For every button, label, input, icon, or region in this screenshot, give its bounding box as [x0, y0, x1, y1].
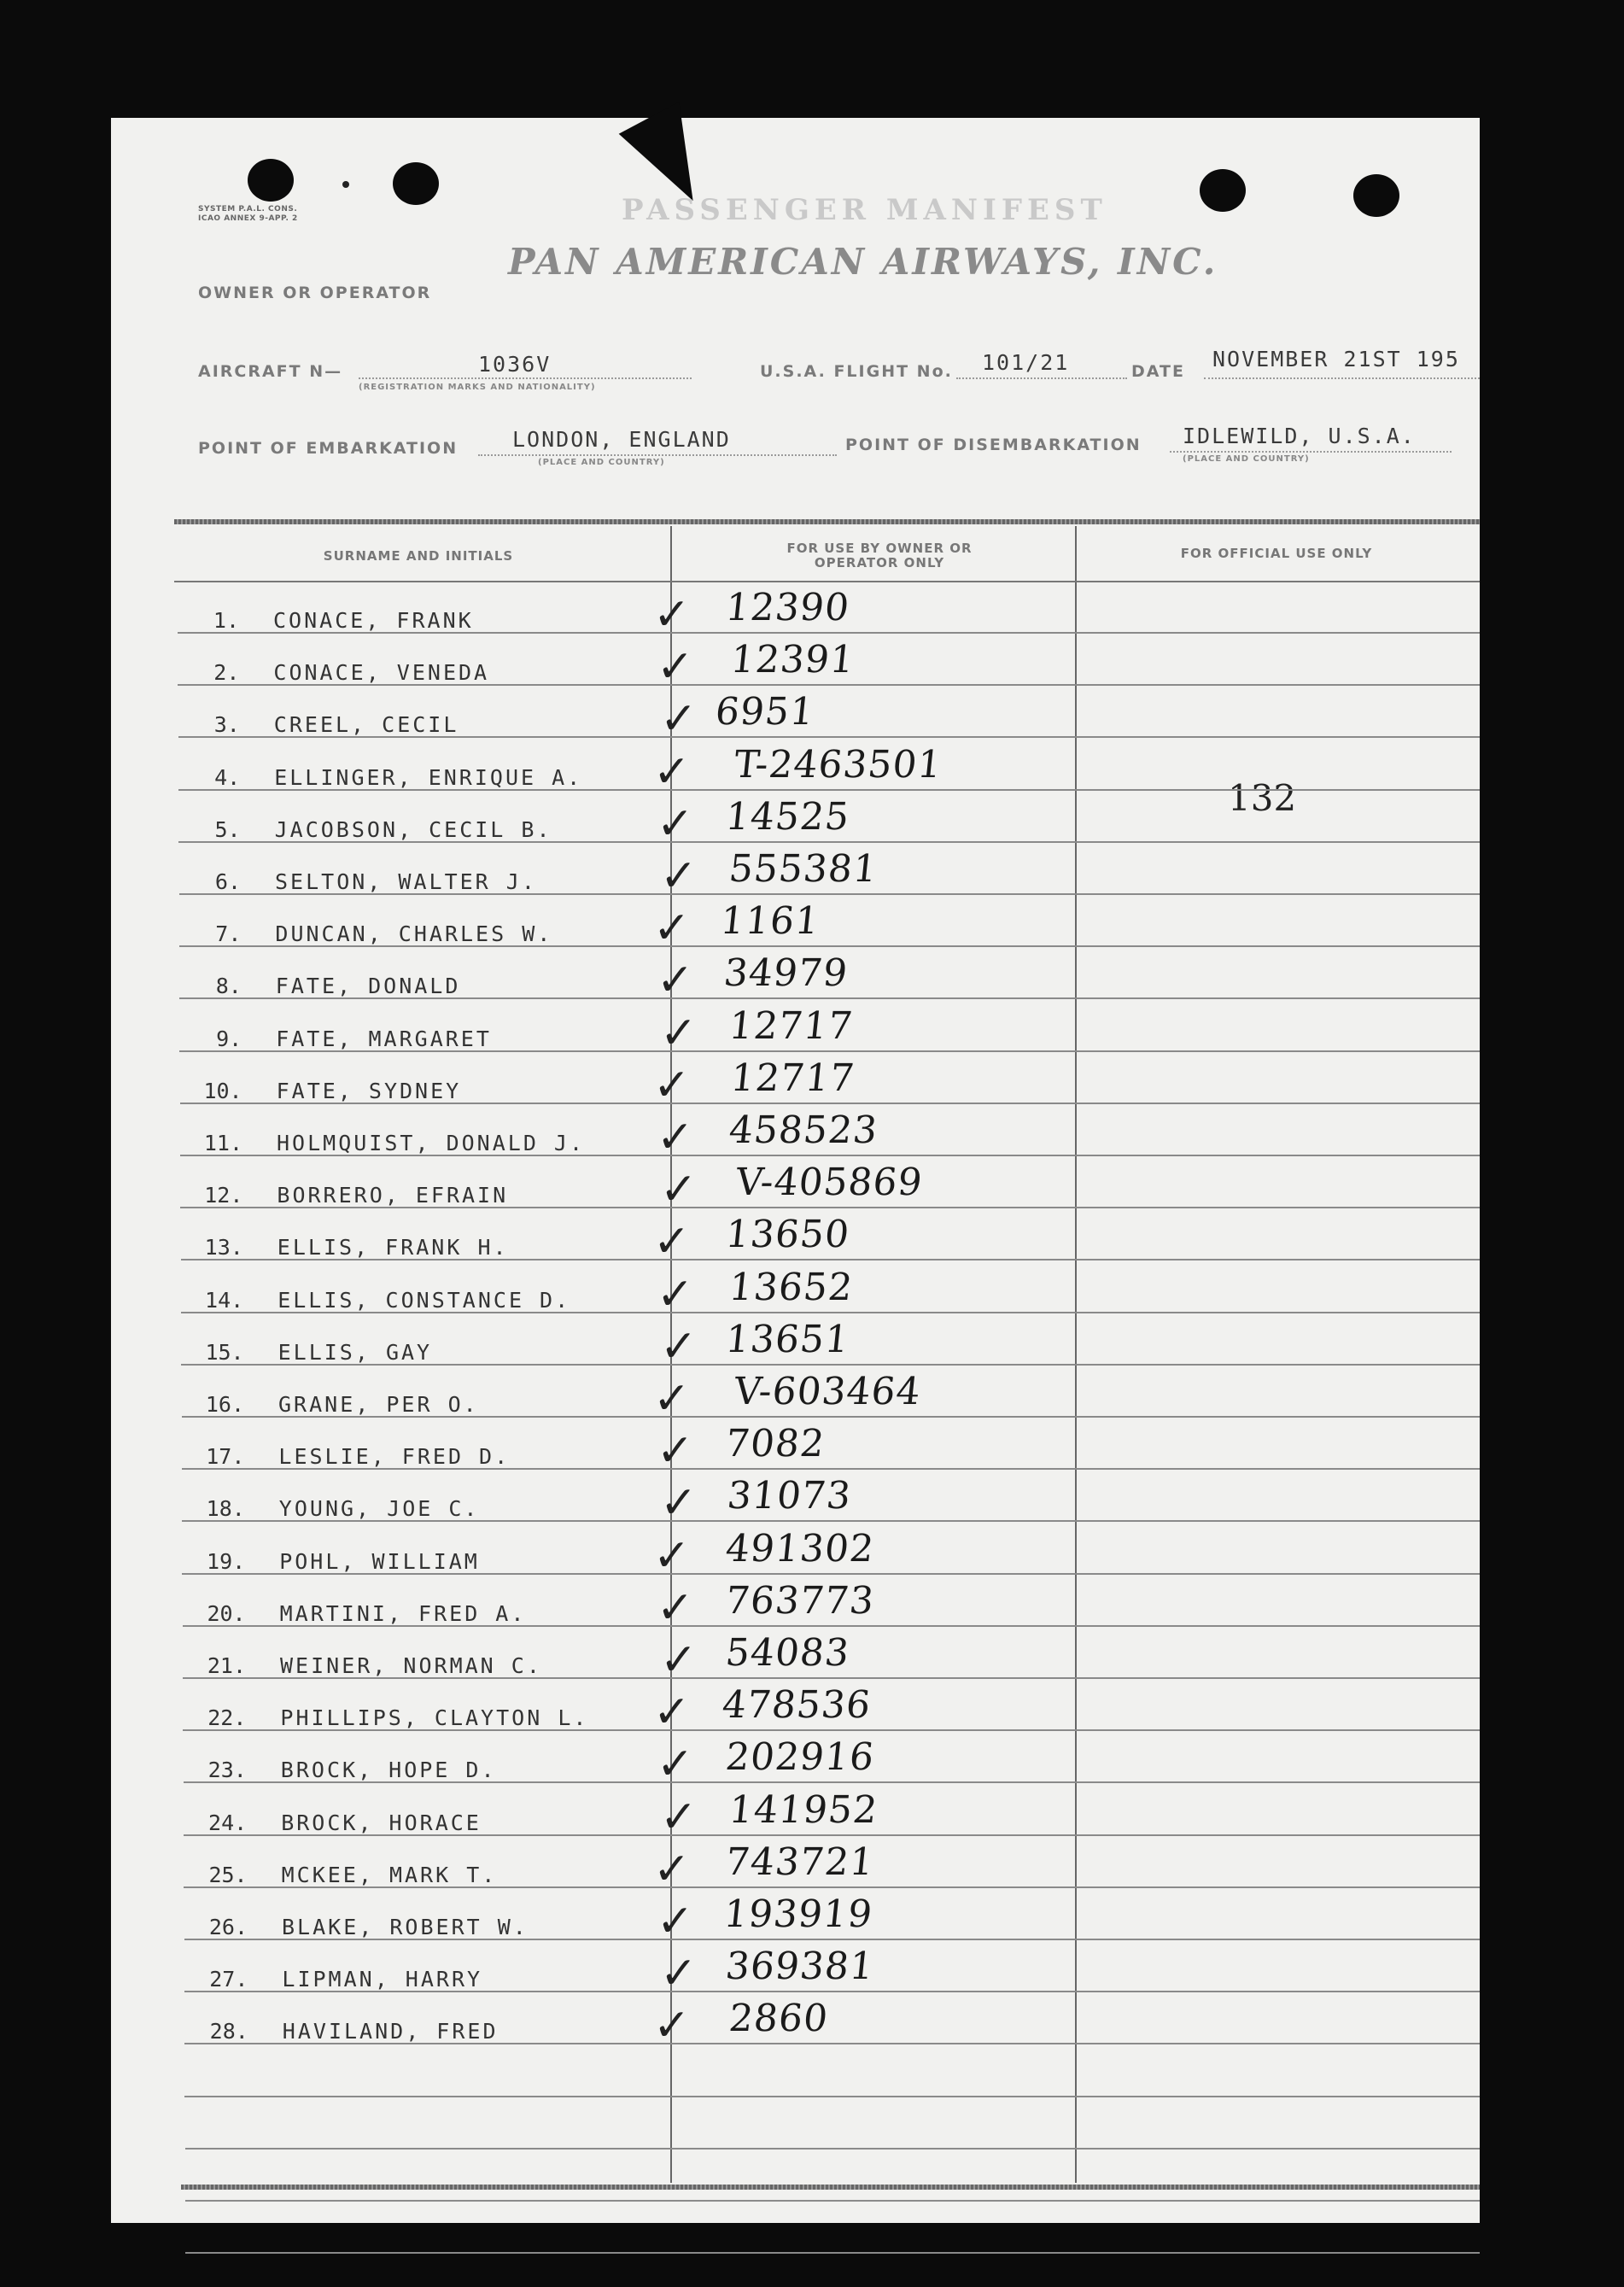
column-header-official: FOR OFFICIAL USE ONLY — [1180, 546, 1373, 561]
check-mark-icon: ✓ — [660, 1791, 698, 1843]
passenger-name: BROCK, HORACE — [281, 1810, 482, 1835]
handwritten-code: 1161 — [718, 899, 822, 944]
form-code-line-2: ICAO ANNEX 9-APP. 2 — [198, 214, 298, 223]
date-line — [1204, 377, 1480, 379]
handwritten-code: T-2463501 — [732, 742, 945, 787]
row-line — [185, 2252, 1480, 2254]
check-mark-icon: ✓ — [653, 1687, 691, 1739]
handwritten-code: V-405869 — [733, 1161, 926, 1205]
table-bottom-rule — [181, 2185, 1480, 2190]
check-mark-icon: ✓ — [653, 1843, 691, 1895]
form-code — [198, 205, 298, 224]
handwritten-code: 12717 — [727, 1003, 856, 1048]
handwritten-code: 141952 — [727, 1787, 880, 1832]
row-number: 4. — [214, 764, 241, 790]
passenger-name: ELLIS, FRANK H. — [277, 1235, 509, 1260]
embarkation-label: POINT OF EMBARKATION — [198, 439, 459, 458]
passenger-name: BROCK, HOPE D. — [280, 1758, 497, 1783]
passenger-name: ELLINGER, ENRIQUE A. — [274, 764, 583, 790]
row-number: 10. — [203, 1078, 242, 1103]
check-mark-icon: ✓ — [660, 1320, 698, 1372]
row-number: 13. — [204, 1235, 243, 1260]
row-number: 6. — [214, 869, 241, 894]
passenger-name: JACOBSON, CECIL B. — [274, 816, 552, 842]
check-mark-icon: ✓ — [657, 798, 694, 850]
row-line — [184, 2096, 1480, 2097]
row-line — [185, 2200, 1480, 2202]
handwritten-code: 12391 — [728, 638, 857, 682]
passenger-name: SELTON, WALTER J. — [275, 869, 537, 894]
row-number: 14. — [205, 1287, 244, 1313]
row-number: 7. — [215, 921, 242, 947]
handwritten-code: 193919 — [721, 1892, 875, 1936]
row-number: 19. — [207, 1548, 246, 1574]
handwritten-code: 2860 — [727, 1997, 831, 2041]
disembarkation-value: IDLEWILD, U.S.A. — [1183, 424, 1416, 448]
company-name: PAN AMERICAN AIRWAYS, INC. — [508, 241, 1218, 283]
passenger-name: YOUNG, JOE C. — [278, 1496, 480, 1522]
check-mark-icon: ✓ — [657, 1425, 694, 1477]
aircraft-value: 1036V — [478, 352, 552, 377]
aircraft-note: (REGISTRATION MARKS AND NATIONALITY) — [359, 383, 596, 392]
check-mark-icon: ✓ — [653, 1373, 691, 1424]
passenger-name: CONACE, VENEDA — [273, 660, 490, 686]
passenger-name: POHL, WILLIAM — [279, 1548, 480, 1574]
check-mark-icon: ✓ — [653, 589, 691, 640]
handwritten-code: 13652 — [727, 1265, 856, 1309]
check-mark-icon: ✓ — [660, 1007, 698, 1059]
row-number: 9. — [216, 1026, 242, 1051]
check-mark-icon: ✓ — [660, 1164, 698, 1216]
aircraft-line — [359, 377, 692, 379]
embarkation-line — [478, 454, 837, 456]
check-mark-icon: ✓ — [657, 641, 694, 693]
check-mark-icon: ✓ — [657, 1268, 694, 1320]
disembarkation-label: POINT OF DISEMBARKATION — [845, 436, 1142, 454]
date-value: NOVEMBER 21ST 195 — [1212, 347, 1460, 371]
passenger-name: LESLIE, FRED D. — [278, 1444, 511, 1470]
passenger-name: FATE, MARGARET — [276, 1026, 492, 1051]
passenger-name: LIPMAN, HARRY — [282, 1967, 483, 1992]
embarkation-note: (PLACE AND COUNTRY) — [538, 458, 665, 467]
check-mark-icon: ✓ — [653, 2000, 691, 2052]
disembarkation-note: (PLACE AND COUNTRY) — [1183, 454, 1310, 464]
check-mark-icon: ✓ — [657, 1112, 694, 1163]
row-number: 5. — [214, 816, 241, 842]
row-number: 8. — [215, 974, 242, 999]
handwritten-code: 491302 — [723, 1526, 877, 1570]
handwritten-code: 12390 — [723, 586, 852, 629]
binder-dot — [342, 181, 349, 188]
row-number: 2. — [213, 660, 240, 686]
handwritten-code: 13650 — [723, 1213, 852, 1257]
check-mark-icon: ✓ — [657, 1739, 694, 1791]
handwritten-code: 458523 — [727, 1108, 880, 1152]
check-mark-icon: ✓ — [653, 1059, 691, 1111]
handwritten-code: 6951 — [713, 690, 817, 734]
passenger-name: CREEL, CECIL — [273, 712, 459, 738]
handwritten-code: 14525 — [723, 794, 852, 839]
check-mark-icon: ✓ — [653, 1216, 691, 1268]
handwritten-code: 202916 — [723, 1735, 877, 1780]
embarkation-value: LONDON, ENGLAND — [512, 427, 731, 452]
date-label: DATE — [1131, 362, 1185, 381]
passenger-name: GRANE, PER O. — [278, 1392, 479, 1417]
binder-hole — [393, 162, 439, 205]
table-row — [0, 1997, 1624, 2061]
header-rule — [174, 581, 1480, 582]
flight-value: 101/21 — [982, 350, 1070, 375]
handwritten-code: 13651 — [723, 1317, 852, 1361]
row-number: 1. — [213, 608, 239, 633]
column-header-owner: FOR USE BY OWNER OR OPERATOR ONLY — [786, 541, 973, 570]
check-mark-icon: ✓ — [660, 1635, 698, 1686]
handwritten-code: 763773 — [723, 1578, 877, 1623]
aircraft-label: AIRCRAFT N— — [198, 362, 343, 381]
passenger-name: ELLIS, CONSTANCE D. — [277, 1287, 571, 1313]
passenger-name: ELLIS, GAY — [277, 1339, 433, 1365]
check-mark-icon: ✓ — [660, 1477, 698, 1530]
passenger-name: DUNCAN, CHARLES W. — [275, 921, 553, 947]
row-line — [185, 2148, 1480, 2150]
check-mark-icon: ✓ — [653, 746, 691, 798]
handwritten-code: 12717 — [728, 1056, 857, 1100]
row-number: 25. — [208, 1862, 248, 1887]
row-number: 15. — [205, 1339, 244, 1365]
passenger-name: BORRERO, EFRAIN — [277, 1183, 509, 1208]
check-mark-icon: ✓ — [657, 1896, 694, 1947]
form-code-line-1: SYSTEM P.A.L. CONS. — [198, 205, 298, 213]
handwritten-code: 31073 — [725, 1474, 854, 1518]
row-number: 11. — [203, 1131, 242, 1155]
check-mark-icon: ✓ — [660, 851, 698, 902]
binder-hole — [1200, 169, 1246, 212]
passenger-name: MCKEE, MARK T. — [281, 1862, 498, 1887]
passenger-name: HAVILAND, FRED — [282, 2019, 499, 2044]
flight-line — [956, 377, 1127, 379]
row-number: 23. — [207, 1758, 247, 1783]
owner-label: OWNER OR OPERATOR — [198, 284, 432, 302]
passenger-name: PHILLIPS, CLAYTON L. — [280, 1705, 589, 1731]
table-top-rule — [174, 519, 1480, 524]
handwritten-code: 555381 — [727, 847, 880, 891]
row-number: 28. — [209, 2019, 248, 2044]
row-number: 16. — [205, 1392, 244, 1417]
disembarkation-line — [1170, 451, 1452, 453]
binder-hole — [248, 159, 294, 202]
handwritten-code: 7082 — [723, 1422, 827, 1466]
handwritten-code: 478536 — [720, 1683, 873, 1728]
handwritten-code: 743721 — [723, 1840, 877, 1884]
handwritten-code: 369381 — [723, 1945, 877, 1989]
row-number: 18. — [206, 1496, 245, 1522]
row-number: 12. — [204, 1183, 243, 1208]
check-mark-icon: ✓ — [657, 955, 694, 1007]
passenger-name: WEINER, NORMAN C. — [280, 1653, 542, 1678]
row-number: 17. — [206, 1444, 245, 1470]
check-mark-icon: ✓ — [660, 1948, 698, 2000]
passenger-name: FATE, DONALD — [275, 974, 461, 999]
row-number: 24. — [208, 1810, 248, 1835]
handwritten-code: 54083 — [723, 1631, 852, 1675]
row-number: 22. — [207, 1705, 247, 1731]
passenger-name: HOLMQUIST, DONALD J. — [277, 1131, 586, 1155]
column-header-name: SURNAME AND INITIALS — [323, 548, 514, 564]
row-number: 27. — [209, 1967, 248, 1992]
passenger-name: MARTINI, FRED A. — [279, 1600, 527, 1626]
row-number: 3. — [213, 712, 240, 738]
official-note: 132 — [1228, 777, 1297, 819]
form-title: PASSENGER MANIFEST — [622, 193, 1107, 227]
flight-label: U.S.A. FLIGHT No. — [760, 362, 953, 381]
binder-hole — [1353, 174, 1399, 217]
check-mark-icon: ✓ — [653, 903, 691, 955]
check-mark-icon: ✓ — [657, 1582, 694, 1634]
row-number: 21. — [207, 1653, 246, 1678]
row-number: 26. — [208, 1915, 248, 1939]
check-mark-icon: ✓ — [653, 1530, 691, 1582]
check-mark-icon: ✓ — [660, 693, 698, 746]
passenger-name: BLAKE, ROBERT W. — [282, 1915, 529, 1939]
passenger-name: FATE, SYDNEY — [276, 1078, 462, 1103]
handwritten-code: V-603464 — [732, 1370, 924, 1413]
row-number: 20. — [207, 1600, 246, 1626]
passenger-name: CONACE, FRANK — [273, 608, 474, 633]
handwritten-code: 34979 — [721, 951, 850, 996]
